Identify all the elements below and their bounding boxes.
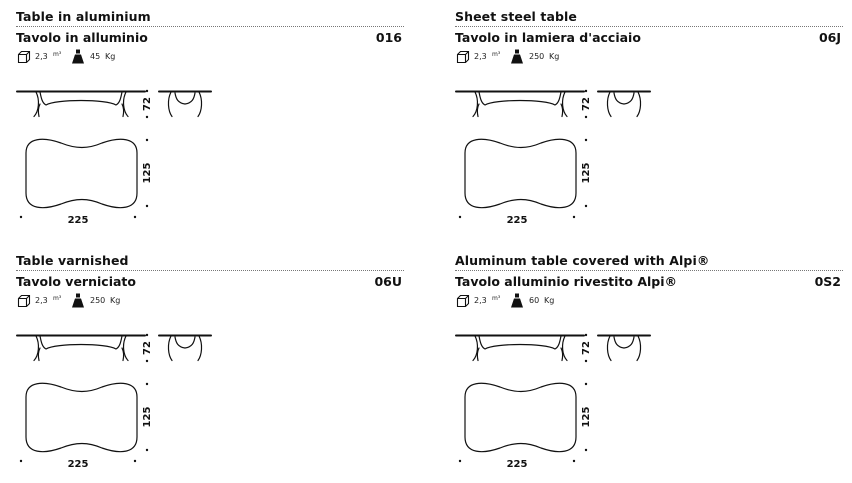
dimension-drawing: [16, 67, 236, 227]
weight-icon: [71, 293, 85, 308]
volume-unit: m³: [53, 51, 62, 58]
volume-unit: m³: [492, 295, 501, 302]
height-dimension-label: 72: [581, 341, 592, 355]
product-card: [16, 9, 404, 239]
weight-unit: Kg: [110, 296, 121, 305]
weight-value: 250: [529, 52, 545, 61]
title-english: Table in aluminium: [16, 9, 151, 24]
width-dimension-label: 225: [506, 459, 528, 470]
weight-unit: Kg: [549, 52, 560, 61]
title-english: Aluminum table covered with Alpi®: [455, 253, 710, 268]
depth-dimension-label: 125: [142, 162, 153, 184]
dimension-drawing: [16, 311, 236, 471]
weight-icon: [71, 49, 85, 64]
height-dimension-label: 72: [581, 97, 592, 111]
dotted-divider: [455, 26, 843, 27]
depth-dimension-label: 125: [581, 406, 592, 428]
depth-dimension-label: 125: [581, 162, 592, 184]
volume-value: 2,3: [474, 296, 487, 305]
product-code: 016: [375, 30, 402, 45]
title-italian: Tavolo verniciato: [16, 274, 136, 289]
depth-dimension-label: 125: [142, 406, 153, 428]
product-card: [455, 253, 843, 483]
dotted-divider: [16, 270, 404, 271]
height-dimension-label: 72: [142, 341, 153, 355]
spec-row: [16, 49, 216, 65]
spec-row: [16, 293, 216, 309]
weight-icon: [510, 49, 524, 64]
volume-unit: m³: [53, 295, 62, 302]
weight-value: 45: [90, 52, 101, 61]
width-dimension-label: 225: [67, 459, 89, 470]
volume-value: 2,3: [35, 52, 48, 61]
dotted-divider: [455, 270, 843, 271]
weight-unit: Kg: [105, 52, 116, 61]
height-dimension-label: 72: [142, 97, 153, 111]
title-italian: Tavolo in lamiera d'acciaio: [455, 30, 641, 45]
dimension-drawing: [455, 67, 675, 227]
dotted-divider: [16, 26, 404, 27]
title-italian: Tavolo alluminio rivestito Alpi®: [455, 274, 678, 289]
width-dimension-label: 225: [506, 215, 528, 226]
spec-row: [455, 293, 655, 309]
title-english: Table varnished: [16, 253, 129, 268]
product-card: [455, 9, 843, 239]
box-volume-icon: [17, 294, 31, 308]
weight-unit: Kg: [544, 296, 555, 305]
product-code: 06J: [818, 30, 841, 45]
title-italian: Tavolo in alluminio: [16, 30, 148, 45]
title-english: Sheet steel table: [455, 9, 578, 24]
width-dimension-label: 225: [67, 215, 89, 226]
volume-value: 2,3: [474, 52, 487, 61]
box-volume-icon: [17, 50, 31, 64]
weight-value: 250: [90, 296, 106, 305]
volume-unit: m³: [492, 51, 501, 58]
dimension-drawing: [455, 311, 675, 471]
spec-row: [455, 49, 655, 65]
weight-value: 60: [529, 296, 540, 305]
product-card: [16, 253, 404, 483]
product-code: 06U: [374, 274, 402, 289]
weight-icon: [510, 293, 524, 308]
product-code: 0S2: [814, 274, 841, 289]
box-volume-icon: [456, 294, 470, 308]
volume-value: 2,3: [35, 296, 48, 305]
box-volume-icon: [456, 50, 470, 64]
